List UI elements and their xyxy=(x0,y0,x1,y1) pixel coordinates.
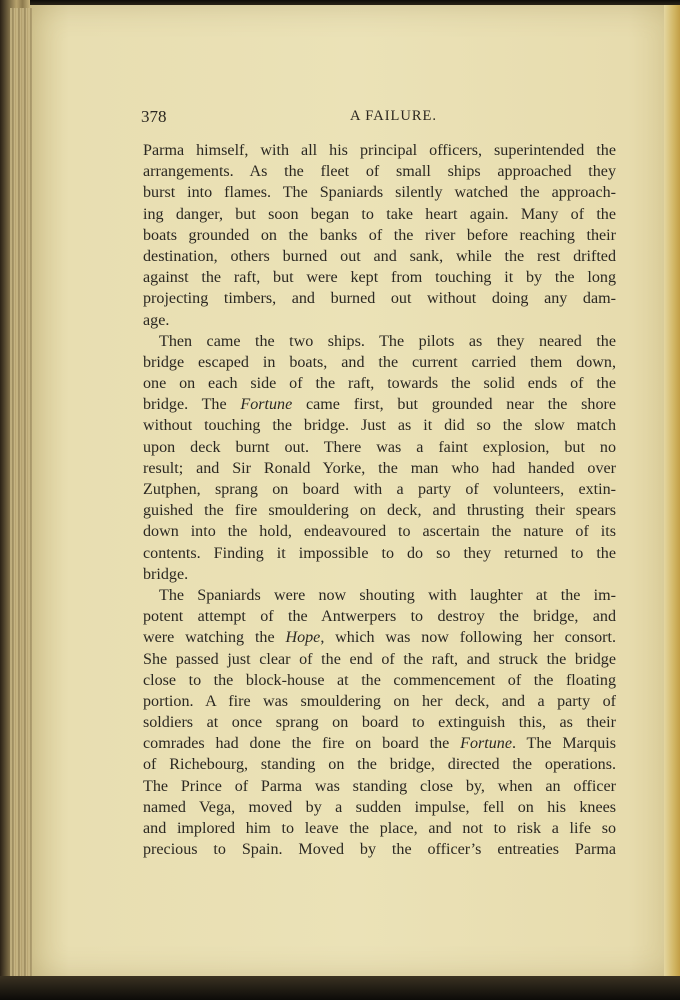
text-line: soldiers at once sprang on board to extinguish this, as their xyxy=(143,714,616,732)
text-line: ing danger, but soon began to take heart again. Many of the xyxy=(143,205,616,223)
ship-name: Fortune xyxy=(240,396,293,414)
text-line: one on each side of the raft, towards the solid ends of the xyxy=(143,375,616,393)
text-line: result; and Sir Ronald Yorke, the man who had handed over xyxy=(143,459,616,477)
text-line: potent attempt of the Antwerpers to destroy the bridge, and xyxy=(143,608,616,626)
body-text xyxy=(143,140,616,860)
text-segment: bridge. The xyxy=(143,396,241,414)
text-line: contents. Finding it impossible to do so they returned to the xyxy=(143,544,616,562)
text-line: close to the block-house at the commencement of the floating xyxy=(143,671,616,689)
text-line xyxy=(143,627,616,648)
text-line: burst into flames. The Spaniards silently watched the approach- xyxy=(143,184,616,202)
scan-bottom-border xyxy=(0,976,680,1000)
text-segment: were watching the xyxy=(143,629,286,647)
text-line: and implored him to leave the place, and not to risk a life so xyxy=(143,820,616,837)
text-line: named Vega, moved by a sudden impulse, fell on his knees xyxy=(143,798,616,816)
ship-name: Fortune xyxy=(460,735,512,753)
text-line: of Richebourg, standing on the bridge, directed the operations. xyxy=(143,756,616,774)
text-line xyxy=(143,394,616,415)
text-line: The Prince of Parma was standing close by, when an officer xyxy=(143,777,616,795)
ship-name: Hope xyxy=(285,629,321,647)
page-right-edge xyxy=(664,5,680,978)
text-line: guished the fire smouldering on deck, and thrusting their spears xyxy=(143,502,616,520)
text-line: without touching the bridge. Just as it did so the slow match xyxy=(143,417,616,435)
text-line xyxy=(143,733,616,754)
text-line: age. xyxy=(143,311,170,329)
text-segment: comrades had done the fire on board the xyxy=(143,735,461,753)
text-line: destination, others burned out and sank, while the rest drifted xyxy=(143,247,616,265)
text-line: She passed just clear of the end of the raft, and struck the bridge xyxy=(143,650,616,668)
text-line: Zutphen, sprang on board with a party of volunteers, extin- xyxy=(143,481,616,498)
text-line: bridge escaped in boats, and the current carried them down, xyxy=(143,353,616,371)
text-line: The Spaniards were now shouting with laughter at the im- xyxy=(159,586,616,604)
text-segment: , which was now following her consort. xyxy=(320,629,616,647)
page-header xyxy=(141,107,616,129)
text-line: Parma himself, with all his principal officers, superintended the xyxy=(143,142,616,159)
page-number: 378 xyxy=(141,107,167,126)
text-line: arrangements. As the fleet of small ships approached they xyxy=(143,163,616,181)
text-line: projecting timbers, and burned out without doing any dam- xyxy=(143,290,616,308)
text-segment: came first, but grounded near the shore xyxy=(292,396,617,414)
text-line: down into the hold, endeavoured to ascertain the nature of its xyxy=(143,523,616,541)
text-line: bridge. xyxy=(143,565,189,583)
page-edges xyxy=(10,8,32,976)
text-line: precious to Spain. Moved by the officer’s entreaties Parma xyxy=(143,841,616,859)
running-head: A FAILURE. xyxy=(349,108,438,124)
text-line: Then came the two ships. The pilots as they neared the xyxy=(159,332,616,350)
text-line: against the raft, but were kept from touching it by the long xyxy=(143,269,616,287)
text-line: upon deck burnt out. There was a faint explosion, but no xyxy=(143,438,616,456)
text-segment: . The Marquis xyxy=(511,735,616,753)
text-line: boats grounded on the banks of the river before reaching their xyxy=(143,226,616,244)
text-line: portion. A fire was smouldering on her deck, and a party of xyxy=(143,692,616,710)
